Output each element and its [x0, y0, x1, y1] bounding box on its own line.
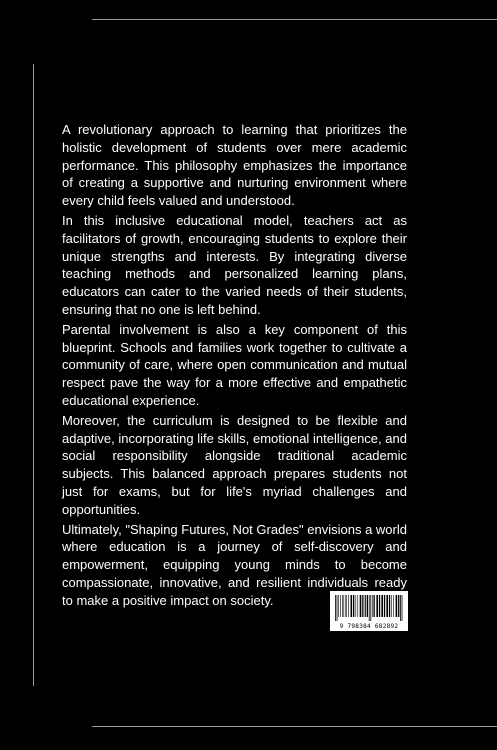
barcode-bar	[374, 595, 375, 617]
blurb-paragraph-2: In this inclusive educational model, teachers act as facilitators of growth, encouraging students to explore their unique strengths and interests. By integrating diverse teaching methods and personalized learning plans, educators can cater to the varied needs of their students, ensuring that no one is left behind.	[62, 212, 407, 317]
barcode-bar	[351, 595, 353, 617]
barcode-bar	[370, 595, 371, 621]
barcode-bar	[356, 595, 357, 617]
barcode-bar	[391, 595, 392, 617]
barcode-bar	[369, 595, 370, 621]
barcode-bar	[384, 595, 385, 617]
barcode-bar	[360, 595, 362, 617]
barcode-bar	[365, 595, 366, 617]
back-cover-blurb	[62, 121, 407, 612]
blurb-paragraph-3: Parental involvement is also a key component of this blueprint. Schools and families work together to cultivate a community of care, where open communication and mutual respect pave the way for a more effective and empathetic educational experience.	[62, 321, 407, 408]
barcode-bar	[376, 595, 378, 617]
barcode-bar	[367, 595, 368, 617]
blurb-paragraph-4: Moreover, the curriculum is designed to be flexible and adaptive, incorporating life skills, emotional intelligence, and social responsibility alongside traditional academic subjects. This balanced approach prepares students not just for exams, but for life's myriad challenges and opportunities.	[62, 412, 407, 517]
barcode-bar	[389, 595, 390, 617]
barcode-bar	[386, 595, 388, 617]
barcode-bar	[353, 595, 354, 617]
barcode-bar	[362, 595, 363, 617]
barcode-bar	[335, 595, 336, 621]
barcode-bar	[340, 595, 341, 617]
barcode-bar	[358, 595, 359, 617]
blurb-paragraph-1: A revolutionary approach to learning that prioritizes the holistic development of students over mere academic performance. This philosophy emphasizes the importance of creating a supportive and nurturing environment where every child feels valued and understood.	[62, 122, 407, 209]
barcode-bar	[372, 595, 373, 617]
barcode-bar	[398, 595, 399, 617]
barcode-digits: 9 798384 682892	[339, 623, 399, 630]
barcode-bar	[400, 595, 401, 621]
isbn-barcode	[330, 591, 408, 631]
barcode-bar	[346, 595, 347, 617]
barcode-bar	[345, 595, 346, 617]
blurb-paragraph-5: Ultimately, "Shaping Futures, Not Grades" envisions a world where education is a journey of self-discovery and empowerment, equipping young minds to become compassionate, innovative, and resilient individuals ready to make a positive impact on society.	[62, 521, 407, 608]
barcode-bar	[393, 595, 394, 617]
barcode-bar	[348, 595, 349, 617]
top-divider-line	[92, 19, 497, 20]
barcode-bars	[334, 595, 404, 621]
barcode-bar	[337, 595, 338, 621]
barcode-bar	[402, 595, 403, 621]
barcode-bar	[338, 595, 339, 617]
barcode-bar	[342, 595, 343, 617]
bottom-divider-line	[92, 726, 497, 727]
barcode-bar	[381, 595, 383, 617]
left-divider-line	[33, 64, 34, 686]
barcode-bar	[396, 595, 398, 617]
barcode-bar	[379, 595, 380, 617]
